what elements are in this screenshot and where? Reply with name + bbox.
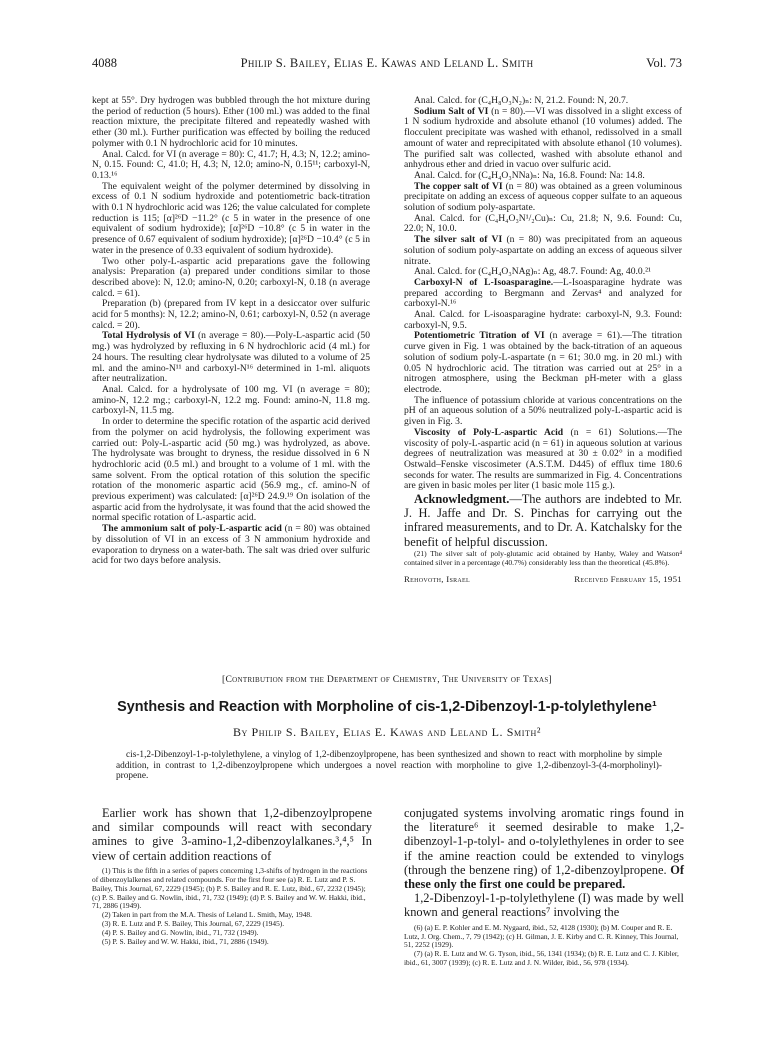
body-right-text: conjugated systems involving aromatic rings found in the literature⁶ it seemed desirable to make 1,2-dibenzoyl-1-p-tolyl- and o-tolylethylenes in order to see if the amine reaction could be extended to vinylogs (through the benzene ring) of 1,2-dibenzoylpropene. xyxy=(404,806,684,877)
footnotes-right xyxy=(404,924,684,969)
paragraph xyxy=(404,331,682,395)
footnote: (2) Taken in part from the M.A. Thesis of Leland L. Smith, May, 1948. xyxy=(102,910,312,920)
page-number: 4088 xyxy=(92,56,117,70)
experimental-column-left xyxy=(92,96,370,567)
paragraph-text: The equivalent weight of the polymer determined by dissolving in excess of 0.1 N sodium hydroxide and potentiometric back-titration with 0.1 N hydrochloric acid was 126; the value calculated for complete reduction is 115; [α]²⁶D −11.2° (c 5 in water in the presence of one equivalent of sodium hydroxide); [α]²⁶D −10.8° (c 5 in water in the presence of 0.67 equivalent of sodium hydroxide); [α]²⁶D −10.4° (c 5 in water in the presence of 0.33 equivalent of sodium hydroxide). xyxy=(92,180,370,256)
paragraph xyxy=(404,182,682,214)
paragraph-heading: Total Hydrolysis of VI xyxy=(102,330,195,342)
paragraph-text: (n average = 61).—The titration curve given in Fig. 1 was obtained by the back-titration of an aqueous solution of sodium poly-L-aspartate (n = 61; 30.0 mg. in 20 ml.) with 0.05 N hydrochloric acid. The titration was carried out at 25° in a nitrogen atmosphere, using the Beckman pH-meter with a glass electrode. xyxy=(404,330,682,395)
paragraph-text: Anal. Calcd. for (C₄H₄O₃NNa)ₙ: Na, 16.8. Found: Na: 14.8. xyxy=(414,169,645,181)
footnote: (7) (a) R. E. Lutz and W. G. Tyson, ibid., 56, 1341 (1934); (b) R. E. Lutz and C. J. Kibler, ibid., 61, 3007 (1939); (c) R. E. Lutz and J. N. Wilder, ibid., 56, 978 (1934). xyxy=(404,949,679,968)
paragraph xyxy=(404,235,682,267)
paragraph-text: Anal. Calcd. for a hydrolysate of 100 mg. VI (n average = 80); amino-N, 12.2 mg.; carboxyl-N, 12.2 mg. Found: amino-N, 11.8 mg. carboxyl-N, 11.5 mg. xyxy=(92,383,370,417)
footnote: (4) P. S. Bailey and G. Nowlin, ibid., 71, 732 (1949). xyxy=(102,928,259,938)
abstract: cis-1,2-Dibenzoyl-1-p-tolylethylene, a vinylog of 1,2-dibenzoylpropene, has been synthesized and shown to react with morpholine by simple addition, in contrast to 1,2-dibenzoylpropene which undergoes a novel reaction with morpholine to give 1,2-dibenzoyl-3-(4-morpholinyl)-propene. xyxy=(116,750,662,782)
paragraph-heading: Viscosity of Poly-L-aspartic Acid xyxy=(414,426,564,438)
contribution-line: [Contribution from the Department of Chemistry, The University of Texas] xyxy=(221,674,553,685)
paragraph-heading: Carboxyl-N of L-Isoasparagine. xyxy=(414,276,554,288)
acknowledgment-heading: Acknowledgment. xyxy=(414,492,510,507)
paragraph-text: Anal. Calcd. for (C₄H₄O₃NAg)ₙ: Ag, 48.7. Found: Ag, 40.0.²¹ xyxy=(414,266,651,278)
footnotes-left xyxy=(92,867,372,947)
paragraph-heading: The silver salt of VI xyxy=(414,234,503,246)
running-head-title: Philip S. Bailey, Elias E. Kawas and Leland L. Smith xyxy=(240,56,534,70)
body-paragraph-right-2: 1,2-Dibenzoyl-1-p-tolylethylene (I) was made by well known and general reactions⁷ involving the xyxy=(404,891,684,920)
paragraph-text: (n = 80).—VI was dissolved in a slight excess of 1 N sodium hydroxide and absolute ethanol (10 volumes) added. The flocculent precipitate was washed with ethanol, redissolved in a small amount of water and reprecipitated with absolute ethanol (10 volumes). The purified salt was collected, washed with absolute ethanol and anhydrous ether and dried in vacuo over sulfuric acid. xyxy=(404,105,682,171)
paragraph-text: Anal. Calcd. for (C₄H₈O₃N₂)ₙ: N, 21.2. Found: N, 20.7. xyxy=(414,95,629,106)
paragraph xyxy=(92,182,370,257)
received-date: Received February 15, 1951 xyxy=(574,574,682,585)
paragraph xyxy=(92,385,370,417)
footnote: (6) (a) E. P. Kohler and E. M. Nygaard, ibid., 52, 4128 (1930); (b) M. Couper and R. E. Lutz, J. Org. Chem., 7, 79 (1942); (c) H. Gilman, J. E. Kirby and C. R. Kinney, This Journal, 51, 2252 (1929). xyxy=(404,922,679,950)
body-column-right xyxy=(404,806,684,968)
paragraph xyxy=(92,524,370,567)
paragraph-text: Anal. Calcd. for (C₄H₄O₃N¹/₂Cu)ₙ: Cu, 21.8; N, 9.6. Found: Cu, 22.0; N, 10.0. xyxy=(404,212,682,235)
paragraph xyxy=(404,278,682,310)
place-label: Rehovoth, Israel xyxy=(404,574,470,585)
paragraph-heading: Sodium Salt of VI xyxy=(414,105,489,117)
paragraph xyxy=(404,214,682,235)
paragraph-text: Anal. Calcd. for L-isoasparagine hydrate: carboxyl-N, 9.3. Found: carboxyl-N, 9.5. xyxy=(404,309,682,331)
paragraph xyxy=(92,331,370,385)
paragraph-text: In order to determine the specific rotation of the aspartic acid derived from the polymer on acid hydrolysis, the following experiment was carried out: Poly-L-aspartic acid (50 mg.) was hydrolyzed, as above. The hydrolysate was brought to dryness, the residue dissolved in 6 N hydrochloric acid (0.5 ml.) and brought to a volume of 1 ml. with the same solvent. From the optical rotation of this solution the specific rotation of the monomeric aspartic acid (56.9 mg., cf. amino-N of previous experiment) was calculated: [α]²⁶D 24.9.¹⁹ On isolation of the aspartic acid from the hydrolysate, it was found that the acid showed the normal specific rotation of L-aspartic acid. xyxy=(92,416,370,524)
acknowledgment-text: —The authors are indebted to Mr. J. H. Jaffe and Dr. S. Pinchas for carrying out the infrared measurements, and to Dr. A. Katchalsky for the benefit of helpful discussion. xyxy=(404,492,682,549)
article-title: Synthesis and Reaction with Morpholine of cis-1,2-Dibenzoyl-1-p-tolylethylene¹ xyxy=(117,699,657,715)
experimental-column-right xyxy=(404,96,682,585)
paragraph-text: (n = 80) was precipitated from an aqueous solution of sodium poly-aspartate on adding an excess of aqueous silver nitrate. xyxy=(404,234,682,267)
body-column-left xyxy=(92,806,372,947)
paragraph-text: (n average = 80).—Poly-L-aspartic acid (50 mg.) was hydrolyzed by refluxing in 6 N hydrochloric acid (4 ml.) for 24 hours. The resulting clear hydrolysate was diluted to a volume of 25 ml. and the amino-N¹¹ and carboxyl-N¹⁶ determined in 1-ml. aliquots after neutralization. xyxy=(92,330,371,385)
body-paragraph-right xyxy=(404,806,684,891)
paragraph xyxy=(404,107,682,171)
paragraph xyxy=(404,428,682,492)
paragraph xyxy=(92,257,370,300)
paragraph-text: (n = 61) Solutions.—The viscosity of poly-L-aspartic acid (n = 61) in aqueous solution at various degrees of neutralization was measured at 30 ± 0.02° in a modified Ostwald–Fenske viscosimeter (A.S.T.M. D445) of efflux time 180.6 seconds for water. The results are summarized in Fig. 4. Concentrations are given in basic moles per liter (1 basic mole 115 g.). xyxy=(404,426,682,492)
article-authors: By Philip S. Bailey, Elias E. Kawas and Leland L. Smith² xyxy=(232,725,542,739)
paragraph-text: —L-Isoasparagine hydrate was prepared according to Bergmann and Zervas⁴ and analyzed for carboxyl-N.¹⁶ xyxy=(404,276,682,310)
paragraph-text: Preparation (b) (prepared from IV kept in a desiccator over sulfuric acid for 5 months): N, 12.2; amino-N, 0.61; carboxyl-N, 0.52 (n average calcd. = 20). xyxy=(92,298,370,331)
paragraph-text: Two other poly-L-aspartic acid preparations gave the following analysis: Preparation (a) prepared under conditions similar to those described above): N, 12.0; amino-N, 0.20; carboxyl-N, 0.18 (n average calcd. = 61). xyxy=(92,255,370,299)
received-line xyxy=(404,574,682,585)
paragraph xyxy=(404,310,682,331)
paragraph xyxy=(404,396,682,428)
footnote: (3) R. E. Lutz and P. S. Bailey, This Journal, 67, 2229 (1945). xyxy=(102,919,285,929)
volume-label: Vol. 73 xyxy=(646,56,682,70)
body-paragraph-left: Earlier work has shown that 1,2-dibenzoylpropene and similar compounds will react with secondary amines to give 3-amino-1,2-dibenzoylalkanes.³,⁴,⁵ In view of certain addition reactions of xyxy=(92,806,372,863)
paragraph-text: Anal. Calcd. for VI (n average = 80): C, 41.7; H, 4.3; N, 12.2; amino-N, 0.15. Found: C, 41.0; H, 4.3; N, 12.0; amino-N, 0.15¹¹; carboxyl-N, 0.13.¹⁶ xyxy=(92,148,370,181)
paragraph xyxy=(92,150,370,182)
running-head xyxy=(92,56,682,72)
paragraph xyxy=(92,299,370,331)
body-right-bold: Of these only the first one could be prepared. xyxy=(404,862,684,892)
paragraph-heading: The ammonium salt of poly-L-aspartic acid xyxy=(102,523,282,535)
paragraph-text: kept at 55°. Dry hydrogen was bubbled through the hot mixture during the period of reduction (5 hours). Ether (100 ml.) was added to the final reaction mixture, the precipitate filtered and repeatedly washed with ether (30 ml.). Further purification was effected by boiling the reduced polymer with 0.1 N hydrochloric acid for 10 minutes. xyxy=(92,95,370,149)
footnote-21: (21) The silver salt of poly-glutamic acid obtained by Hanby, Waley and Watson⁴ contained silver in a percentage (40.7%) considerably less than the theoretical (45.8%). xyxy=(404,548,682,568)
paragraph xyxy=(92,96,370,150)
footnote: (1) This is the fifth in a series of papers concerning 1,3-shifts of hydrogen in the reactions of dibenzoylalkenes and related compounds. For the first four see (a) R. E. Lutz and P. S. Bailey, This Journal, 67, 2229 (1945); (b) P. S. Bailey and R. E. Lutz, ibid., 67, 2232 (1945); (c) P. S. Bailey and G. Nowlin, ibid., 71, 732 (1949); (d) P. S. Bailey and W. W. Hakki, ibid., 71, 2886 (1949). xyxy=(92,865,368,911)
acknowledgment xyxy=(404,492,682,549)
paragraph-text: (n = 80) was obtained as a green voluminous precipitate on adding an excess of aqueous copper sulfate to an aqueous solution of sodium poly-aspartate. xyxy=(404,180,682,214)
paragraph-text: The influence of potassium chloride at various concentrations on the pH of an aqueous solution of a 50% neutralized poly-L-aspartic acid is given in Fig. 3. xyxy=(404,394,682,428)
paragraph-heading: The copper salt of VI xyxy=(414,180,503,192)
paragraph xyxy=(92,417,370,524)
footnote: (5) P. S. Bailey and W. W. Hakki, ibid., 71, 2886 (1949). xyxy=(102,937,269,947)
paragraph-text: (n = 80) was obtained by dissolution of VI in an excess of 3 N ammonium hydroxide and evaporation to dryness on a water-bath. The salt was dried over sulfuric acid for two days before analysis. xyxy=(92,523,370,567)
paragraph-heading: Potentiometric Titration of VI xyxy=(414,330,545,342)
experimental-paragraphs-right xyxy=(404,96,682,492)
